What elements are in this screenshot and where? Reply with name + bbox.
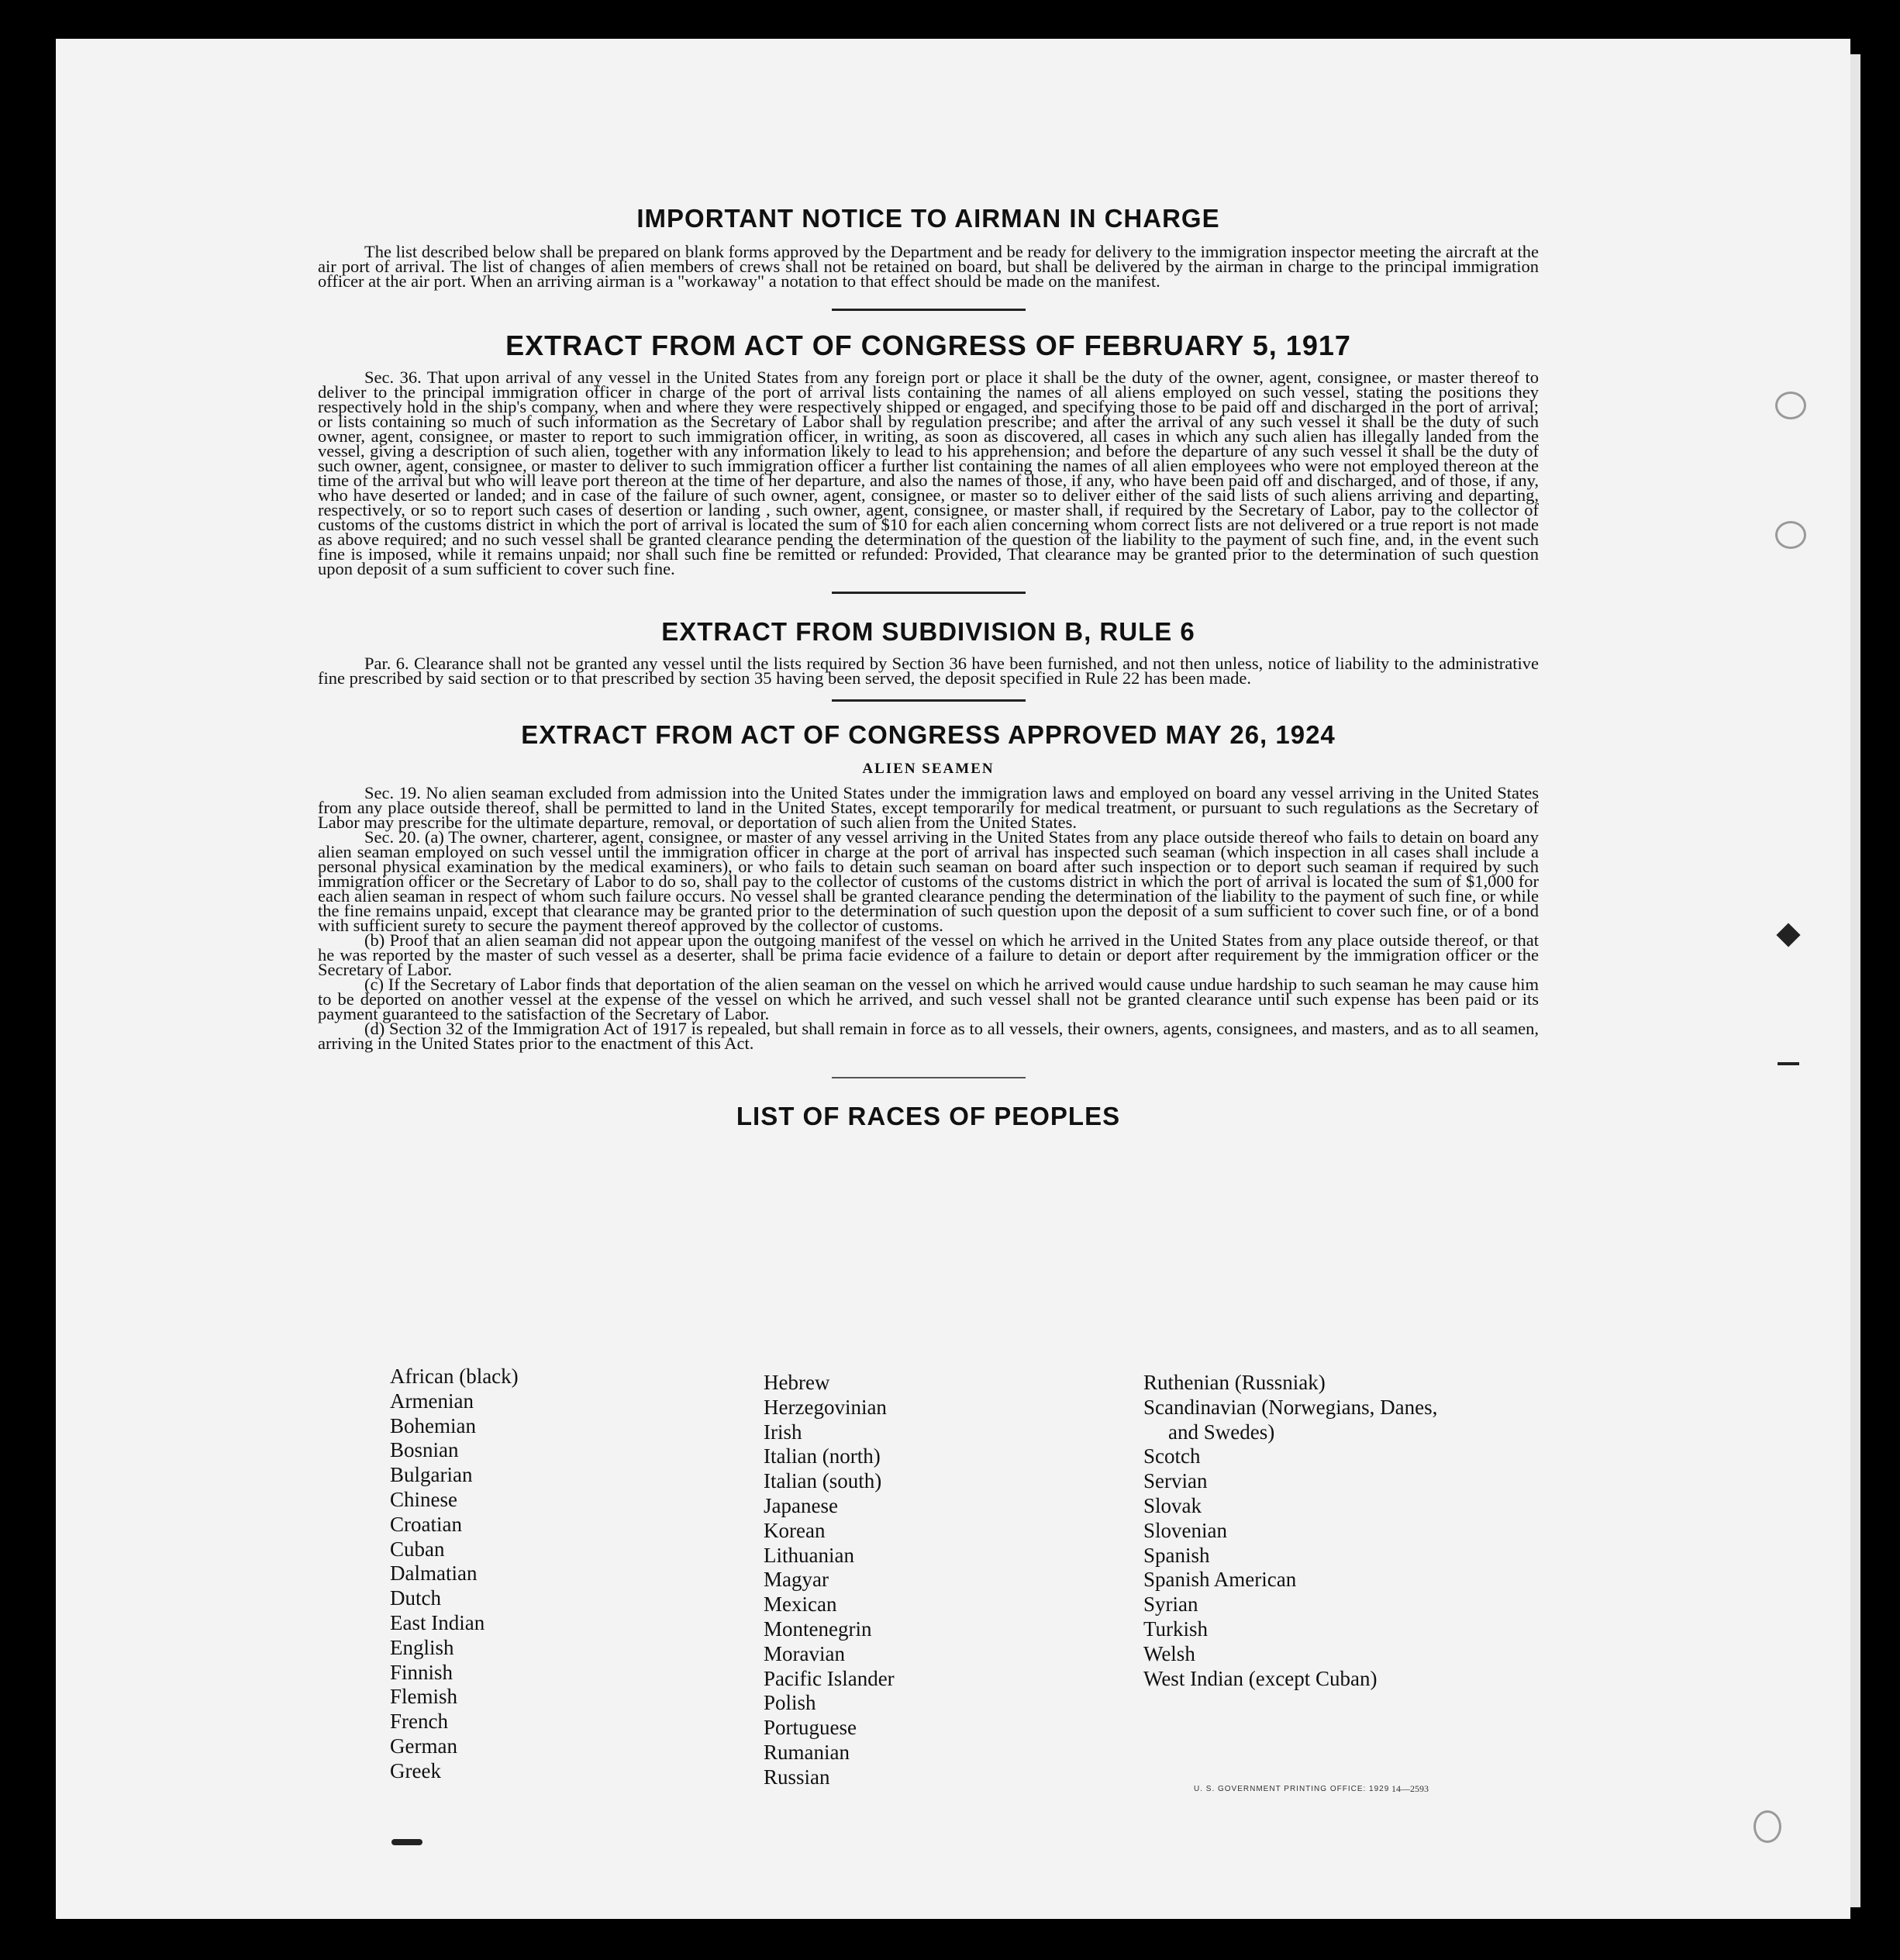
race-item: Servian	[1143, 1469, 1208, 1493]
act-1917-sec36: Sec. 36. That upon arrival of any vessel in the United States from any foreign port or place it shall be the duty of the owner, agent, consignee, or master thereof to deliver to the principal immigration officer in charge of the port of arrival lists containing the names of all aliens employed on such vessel, stating the positions they respectively hold in the ship's company, when and where they were respectively shipped or engaged, and specifying those to be paid off and discharged in the port of arrival; or lists containing so much of such information as the Secretary of Labor shall by regulation prescribe; and after the arrival of any such vessel it shall be the duty of such owner, agent, consignee, or master to report to such immigration officer, in writing, as soon as discovered, all cases in which any such alien has illegally landed from the vessel, giving a description of such alien, together with any information likely to lead to his apprehension; and before the departure of any such vessel it shall be the duty of such owner, agent, consignee, or master to deliver to such immigration officer a further list containing the names of all alien employees who were not employed thereon at the time of the arrival but who will leave port thereon at the time of her departure, and also the names of those, if any, who have been paid off and discharged, and of those, if any, who have deserted or landed; and in case of the failure of such owner, agent, consignee, or master so to deliver either of the said lists of such aliens arriving and departing, respectively, or so to report such cases of desertion or landing , such owner, agent, consignee, or master shall, if required by the Secretary of Labor, pay to the collector of customs of the customs district in which the port of arrival is located the sum of $10 for each alien concerning whom correct lists are not delivered or a true report is not made as above required; and no such vessel shall be granted clearance pending the determination of the question of the liability to the payment of such fine, and, in the event such fine is imposed, while it remains unpaid; nor shall such fine be remitted or refunded: Provided, That clearance may be granted prior to the determination of such question upon deposit of a sum sufficient to cover such fine.	[318, 368, 1539, 578]
race-item: Spanish	[1143, 1543, 1210, 1567]
rule-6-title: EXTRACT FROM SUBDIVISION B, RULE 6	[661, 617, 1195, 646]
races-column-3	[1143, 1371, 1437, 1691]
race-item: Italian (north)	[764, 1444, 881, 1468]
race-item: Dutch	[390, 1586, 441, 1610]
act-1924-title: EXTRACT FROM ACT OF CONGRESS APPROVED MAY 26, 1924	[521, 720, 1336, 749]
race-item: Dalmatian	[390, 1561, 478, 1586]
race-item: Finnish	[390, 1660, 453, 1684]
act-1917-title: EXTRACT FROM ACT OF CONGRESS OF FEBRUARY 5, 1917	[505, 330, 1351, 361]
race-item: Polish	[764, 1691, 816, 1715]
race-item: Montenegrin	[764, 1617, 872, 1641]
race-item: Rumanian	[764, 1740, 850, 1764]
alien-seamen-subtitle: ALIEN SEAMEN	[862, 761, 995, 777]
race-item: Moravian	[764, 1641, 845, 1665]
race-item: Bosnian	[390, 1438, 459, 1462]
race-item: French	[390, 1710, 448, 1734]
punch-hole-3	[1753, 1810, 1781, 1843]
printer-imprint: U. S. GOVERNMENT PRINTING OFFICE: 1929	[1194, 1785, 1390, 1793]
race-item: Welsh	[1143, 1641, 1195, 1665]
act-1924-sec20c: (c) If the Secretary of Labor finds that deportation of the alien seaman on the vessel on which he arrived would cause undue hardship to such seaman he may cause him to be deported on another vessel at the expense of the vessel on which he arrived, and such vessel shall not be granted clearance until such expense has been paid or its payment guaranteed to the satisfaction of the Secretary of Labor.	[318, 975, 1539, 1023]
act-1924-sec19: Sec. 19. No alien seaman excluded from admission into the United States under the immigration laws and employed on board any vessel arriving in the United States from any place outside thereof, shall be permitted to land in the United States, except temporarily for medical treatment, or pursuant to such regulations as the Secretary of Labor may prescribe for the ultimate departure, removal, or deportation of such alien from the United States.	[318, 783, 1539, 832]
notice-title: IMPORTANT NOTICE TO AIRMAN IN CHARGE	[636, 204, 1220, 233]
notice-text: The list described below shall be prepared on blank forms approved by the Department and be ready for delivery to the immigration inspector meeting the aircraft at the air port of arrival. The list of changes of alien members of crews shall not be retained on board, but shall be delivered by the airman in charge to the principal immigration officer at the air port. When an arriving airman is a "workaway" a notation to that effect should be made on the manifest.	[318, 242, 1539, 291]
race-item: Bulgarian	[390, 1463, 473, 1487]
race-item: Flemish	[390, 1685, 458, 1709]
race-item: and Swedes)	[1168, 1420, 1275, 1444]
race-item: German	[390, 1734, 457, 1758]
divider-1	[832, 309, 1026, 311]
races-title: LIST OF RACES OF PEOPLES	[736, 1102, 1121, 1130]
race-item: Korean	[764, 1518, 826, 1542]
race-item: Greek	[390, 1758, 441, 1782]
race-item: Irish	[764, 1420, 802, 1444]
race-item: Cuban	[390, 1537, 445, 1561]
form-number: 14—2593	[1391, 1783, 1429, 1794]
race-item: Syrian	[1143, 1592, 1198, 1617]
race-item: Turkish	[1143, 1617, 1209, 1641]
race-item: Scotch	[1143, 1444, 1201, 1468]
divider-3	[832, 699, 1026, 702]
race-item: Pacific Islander	[764, 1666, 895, 1690]
divider-2	[832, 592, 1026, 594]
act-1924-sec20a: Sec. 20. (a) The owner, charterer, agent, consignee, or master of any vessel arriving in the United States from any place outside thereof who fails to detain on board any alien seaman employed on such vessel until the immigration officer in charge at the port of arrival has inspected such seaman (which inspection in all cases shall include a personal physical examination by the medical examiners), or who fails to detain such seaman on board after such inspection or to deport such seaman if required by such immigration officer or the Secretary of Labor to do so, shall pay to the collector of customs of the customs district in which the port of arrival is located the sum of $1,000 for each alien seaman in respect of whom such failure occurs. No vessel shall be granted clearance pending the determination of the liability to the payment of such fine, or while the fine remains unpaid, except that clearance may be granted prior to the determination of such question upon the deposit of a sum sufficient to cover such fine, or of a bond with sufficient surety to secure the payment thereof approved by the collector of customs.	[318, 827, 1539, 935]
race-item: Lithuanian	[764, 1543, 854, 1567]
race-item: Italian (south)	[764, 1469, 882, 1493]
race-item: Armenian	[390, 1389, 474, 1413]
rule-6-par6: Par. 6. Clearance shall not be granted any vessel until the lists required by Section 36 have been furnished, and not then unless, notice of liability to the administrative fine prescribed by said section or to that prescribed by section 35 having been served, the deposit specified in Rule 22 has been made.	[318, 654, 1539, 688]
race-item: Bohemian	[390, 1413, 476, 1437]
race-item: Croatian	[390, 1512, 462, 1536]
binder-mark-2	[1778, 1062, 1799, 1065]
race-item: East Indian	[390, 1610, 485, 1634]
race-item: Spanish American	[1143, 1568, 1297, 1592]
races-column-1	[390, 1365, 519, 1784]
act-1924-sec20d: (d) Section 32 of the Immigration Act of 1917 is repealed, but shall remain in force as to all vessels, their owners, agents, consignees, and masters, and as to all seamen, arriving in the United States prior to the enactment of this Act.	[318, 1019, 1539, 1053]
punch-hole-1	[1775, 392, 1806, 419]
race-item: English	[390, 1635, 454, 1659]
race-item: African (black)	[390, 1365, 519, 1388]
race-item: Hebrew	[764, 1371, 830, 1394]
race-item: West Indian (except Cuban)	[1143, 1666, 1378, 1690]
ink-blot	[391, 1839, 422, 1845]
race-item: Slovak	[1143, 1493, 1202, 1517]
race-item: Ruthenian (Russniak)	[1143, 1371, 1326, 1394]
races-column-2	[764, 1371, 895, 1790]
race-item: Chinese	[390, 1487, 457, 1511]
document-content	[318, 159, 1539, 1131]
race-item: Russian	[764, 1765, 830, 1789]
race-item: Scandinavian (Norwegians, Danes,	[1143, 1395, 1438, 1419]
race-item: Magyar	[764, 1568, 829, 1592]
race-item: Slovenian	[1143, 1518, 1227, 1542]
punch-hole-2	[1775, 521, 1806, 549]
race-item: Portuguese	[764, 1716, 857, 1740]
act-1924-sec20b: (b) Proof that an alien seaman did not appear upon the outgoing manifest of the vessel on which he arrived in the United States from any place outside thereof, or that he was reported by the master of such vessel as a deserter, shall be prima facie evidence of a failure to detain or deport after requirement by the immigration officer or the Secretary of Labor.	[318, 930, 1539, 979]
race-item: Mexican	[764, 1592, 837, 1617]
race-item: Herzegovinian	[764, 1395, 887, 1419]
race-item: Japanese	[764, 1493, 838, 1517]
divider-4	[832, 1077, 1026, 1078]
